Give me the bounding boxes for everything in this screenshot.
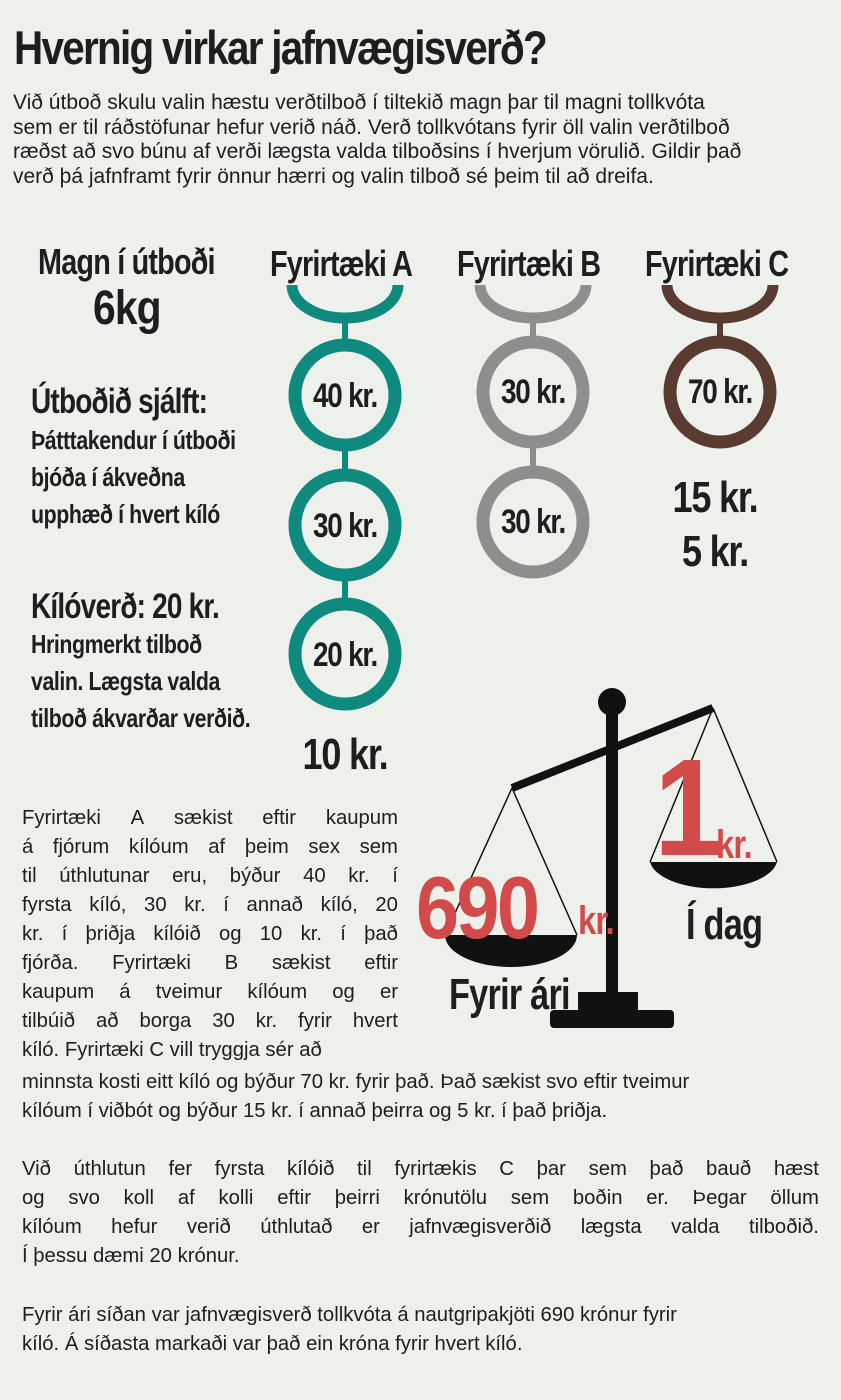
kiloverd-line: valin. Lægsta valda	[31, 666, 220, 696]
word: kílóum	[247, 981, 308, 1003]
word: er.	[646, 1187, 669, 1209]
utbod-line: upphæð í hvert kíló	[31, 499, 220, 529]
bid-b-1: 30 kr.	[501, 373, 565, 411]
kiloverd-line: tilboð ákvarðar verðið.	[31, 703, 251, 733]
utbod-line: Þátttakendur í útboði	[31, 425, 236, 455]
word: af	[208, 836, 226, 858]
utbod-line: bjóða í ákveðna	[31, 462, 185, 492]
allocation-line: Í þessu dæmi 20 krónur.	[22, 1245, 240, 1267]
word: sem	[510, 1187, 550, 1209]
word: tilboðið.	[748, 1216, 819, 1238]
bid-c-1: 70 kr.	[688, 373, 752, 411]
word: kíló,	[89, 894, 127, 916]
word: kr.	[348, 865, 370, 887]
example-justified-lines	[22, 804, 398, 1036]
price-last-year: 690	[416, 858, 538, 957]
word: það	[364, 923, 398, 945]
example-line: minnsta kosti eitt kíló og býður 70 kr. fyrir það. Það sækist svo eftir tveimur	[22, 1071, 690, 1093]
word: kr.	[22, 923, 44, 945]
word: svo	[68, 1187, 100, 1209]
word: eftir	[364, 952, 398, 974]
word: eftir	[262, 807, 297, 829]
word: 30	[212, 1010, 235, 1032]
price-today-unit: kr.	[716, 823, 752, 867]
example-paragraph-continued	[22, 1068, 689, 1126]
word: kílóum	[128, 836, 189, 858]
word: hvert	[352, 1010, 398, 1032]
word: C	[499, 1158, 514, 1180]
word: eftir	[277, 1187, 311, 1209]
word: þeirri	[334, 1187, 380, 1209]
word: er	[379, 981, 398, 1003]
word: kílóið	[287, 1158, 335, 1180]
allocation-justified-lines	[22, 1155, 819, 1242]
allocation-paragraph	[22, 1155, 819, 1271]
company-b-hook	[480, 285, 586, 318]
company-a-hook	[292, 285, 398, 318]
bid-a-3: 20 kr.	[313, 636, 377, 674]
word: 20	[375, 894, 398, 916]
word: borga	[139, 1010, 192, 1032]
kiloverd-title: Kílóverð: 20 kr.	[31, 587, 219, 626]
word: B	[224, 952, 239, 974]
word: sex	[308, 836, 340, 858]
history-line: Fyrir ári síðan var jafnvægisverð tollkvóta á nautgripakjöti 690 krónur fyrir	[22, 1304, 677, 1326]
word: og	[332, 981, 355, 1003]
word: og	[22, 1187, 45, 1209]
word: þriðja	[85, 923, 136, 945]
word: úthlutunar	[59, 865, 150, 887]
word: þar	[536, 1158, 566, 1180]
word: lægsta	[580, 1216, 642, 1238]
word: tilbúið	[22, 1010, 75, 1032]
word: valda	[671, 1216, 720, 1238]
word: fyrsta	[214, 1158, 265, 1180]
price-today: 1	[654, 731, 723, 885]
word: til	[22, 865, 37, 887]
word: á	[119, 981, 131, 1003]
word: verið	[186, 1216, 231, 1238]
bid-a-1: 40 kr.	[313, 377, 377, 415]
word: Fyrirtæki	[112, 952, 191, 974]
example-line: kíló. Fyrirtæki C vill tryggja sér að	[22, 1039, 322, 1061]
price-last-year-unit: kr.	[578, 899, 614, 943]
word: 40	[303, 865, 326, 887]
word: jafnvægisverðið	[409, 1216, 552, 1238]
word: þeim	[244, 836, 289, 858]
allocation-line	[22, 1213, 819, 1242]
word: koll	[123, 1187, 155, 1209]
word: kr.	[255, 1010, 278, 1032]
word: Þegar	[692, 1187, 747, 1209]
word: fyrir	[298, 1010, 332, 1032]
example-line: kílóum í viðbót og býður 15 kr. í annað þeirra og 5 kr. í það þriðja.	[22, 1100, 608, 1122]
word: að	[95, 1010, 119, 1032]
bid-c-rejected-1: 15 kr.	[672, 473, 758, 522]
example-line	[22, 1007, 398, 1036]
word: kaupum	[325, 807, 398, 829]
word: í	[340, 923, 346, 945]
word: annað	[246, 894, 303, 916]
word: er	[361, 1216, 380, 1238]
word: 30	[144, 894, 167, 916]
word: á	[22, 836, 34, 858]
word: A	[130, 807, 145, 829]
word: í	[61, 923, 68, 945]
bid-a-2: 30 kr.	[313, 507, 377, 545]
word: Fyrirtæki	[22, 807, 101, 829]
word: í	[223, 894, 229, 916]
company-b-header: Fyrirtæki B	[457, 243, 601, 284]
word: boðin	[572, 1187, 623, 1209]
word: af	[177, 1187, 195, 1209]
word: fer	[168, 1158, 193, 1180]
bid-b-2: 30 kr.	[501, 503, 565, 541]
page-title: Hvernig virkar jafnvægisverð?	[14, 21, 546, 74]
company-c-chain	[667, 285, 773, 442]
example-line	[22, 862, 398, 891]
word: til	[357, 1158, 372, 1180]
word: býður	[229, 865, 281, 887]
word: í	[392, 865, 398, 887]
word: öllum	[770, 1187, 819, 1209]
kiloverd-line: Hringmerkt tilboð	[31, 629, 202, 659]
word: kílóið	[153, 923, 201, 945]
word: úthlutað	[260, 1216, 333, 1238]
word: sækist	[271, 952, 331, 974]
company-c-hook	[667, 285, 773, 318]
company-c-header: Fyrirtæki C	[645, 243, 789, 284]
label-last-year: Fyrir ári	[449, 970, 570, 1019]
bid-c-rejected-2: 5 kr.	[681, 527, 749, 576]
word: Við	[22, 1158, 51, 1180]
word: hæst	[773, 1158, 819, 1180]
magn-value: 6kg	[93, 282, 161, 335]
word: og	[218, 923, 242, 945]
word: fjórum	[52, 836, 110, 858]
example-line	[22, 804, 398, 833]
allocation-line	[22, 1184, 819, 1213]
word: kílóum	[22, 1216, 82, 1238]
word: kíló,	[320, 894, 358, 916]
word: hefur	[111, 1216, 158, 1238]
word: bauð	[706, 1158, 752, 1180]
history-line: kíló. Á síðasta markaði var það ein króna fyrir hvert kíló.	[22, 1333, 523, 1355]
word: sem	[588, 1158, 627, 1180]
word: það	[649, 1158, 684, 1180]
label-today: Í dag	[686, 900, 763, 949]
example-line	[22, 949, 398, 978]
utbod-title: Útboðið sjálft:	[31, 382, 208, 421]
example-line	[22, 891, 398, 920]
scale-knob	[598, 688, 626, 716]
intro-line: ræðst að svo búnu af verði lægsta valda tilboðsins í hverjum vörulið. Gildir það	[13, 140, 742, 164]
example-line	[22, 978, 398, 1007]
word: 10	[259, 923, 283, 945]
word: fyrirtækis	[394, 1158, 477, 1180]
word: krónutölu	[403, 1187, 488, 1209]
example-line	[22, 833, 398, 862]
word: kr.	[184, 894, 206, 916]
example-line	[22, 920, 398, 949]
word: eru,	[172, 865, 208, 887]
magn-title: Magn í útboði	[38, 241, 215, 282]
word: fyrsta	[22, 894, 72, 916]
allocation-line	[22, 1155, 819, 1184]
word: tveimur	[155, 981, 223, 1003]
word: úthlutun	[73, 1158, 146, 1180]
company-a-header: Fyrirtæki A	[270, 243, 413, 284]
word: sækist	[173, 807, 233, 829]
intro-line: Við útboð skulu valin hæstu verðtilboð í tiltekið magn þar til magni tollkvóta	[13, 91, 705, 114]
intro-line: verð þá jafnframt fyrir önnur hærri og valin tilboð sé þeim til að dreifa.	[13, 165, 654, 189]
word: kaupum	[22, 981, 95, 1003]
scale-post	[606, 702, 618, 1012]
bid-a-rejected: 10 kr.	[302, 730, 388, 779]
example-paragraph	[22, 804, 398, 1065]
word: sem	[359, 836, 398, 858]
history-paragraph	[22, 1301, 677, 1359]
intro-line: sem er til ráðstöfunar hefur verið náð. Verð tollkvótans fyrir öll valin verðtilboð	[13, 115, 730, 139]
word: kolli	[218, 1187, 254, 1209]
word: kr.	[300, 923, 322, 945]
word: fjórða.	[22, 952, 79, 974]
